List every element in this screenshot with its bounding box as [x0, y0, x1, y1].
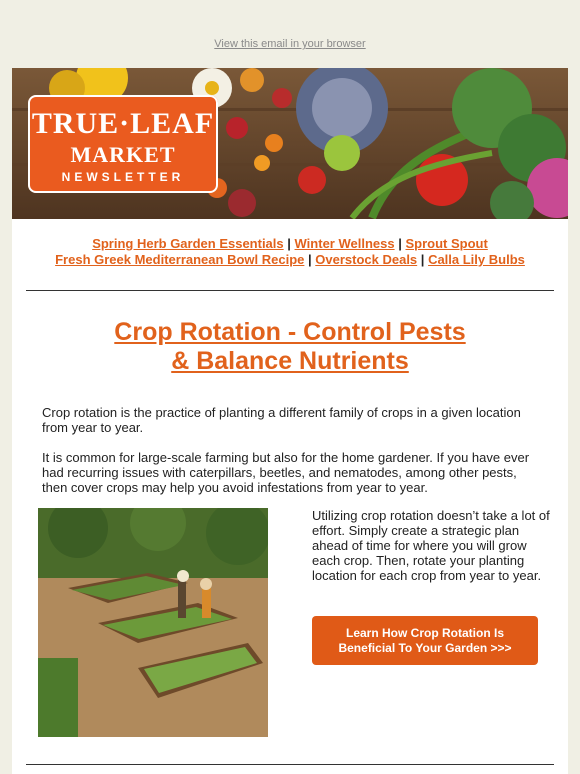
- learn-crop-rotation-button[interactable]: [312, 616, 538, 665]
- nav-separator: |: [308, 252, 312, 267]
- garden-photo: [38, 508, 268, 737]
- divider: [26, 290, 554, 291]
- cta-label: Learn How Crop Rotation Is Beneficial To Your Garden >>>: [338, 625, 512, 655]
- preheader: [0, 0, 580, 68]
- nav-link-winter-wellness[interactable]: Winter Wellness: [294, 236, 395, 251]
- garden-beds-image: [38, 508, 268, 737]
- nav-link-sprout-spout[interactable]: Sprout Spout: [405, 236, 488, 251]
- logo-brand-line2: MARKET: [70, 142, 176, 167]
- true-leaf-market-logo[interactable]: [28, 95, 218, 193]
- article-title: [12, 318, 568, 376]
- nav-link-greek-bowl[interactable]: Fresh Greek Mediterranean Bowl Recipe: [55, 252, 305, 267]
- article-side-text: Utilizing crop rotation doesn’t take a lot of effort. Simply create a strategic plan ahead of time for where you will grow each crop. Then, rotate your planting location for each crop from year to year.: [312, 508, 550, 583]
- nav-link-calla-lily[interactable]: Calla Lily Bulbs: [428, 252, 525, 267]
- view-in-browser-link[interactable]: View this email in your browser: [214, 38, 366, 50]
- nav-separator: |: [420, 252, 425, 267]
- article-title-line2[interactable]: & Balance Nutrients: [171, 347, 409, 375]
- divider-bottom: [26, 764, 554, 765]
- nav-separator: |: [398, 236, 402, 251]
- nav-links: [12, 236, 568, 268]
- logo-brand-line1: TRUE·LEAF: [31, 107, 215, 140]
- article-paragraph-2: It is common for large-scale farming but also for the home gardener. If you have ever had recurring issues with caterpillars, beetles, and nematodes, among other pests, then cover crops may help you avoid infestations from year to year.: [42, 450, 530, 495]
- logo-newsletter-label: NEWSLETTER: [61, 170, 185, 184]
- article-title-line1[interactable]: Crop Rotation - Control Pests: [114, 318, 466, 346]
- article-paragraph-1: Crop rotation is the practice of planting a different family of crops in a given location from year to year.: [42, 405, 521, 435]
- email-card: [12, 68, 568, 774]
- nav-link-spring-herb[interactable]: Spring Herb Garden Essentials: [92, 236, 284, 251]
- nav-separator: |: [287, 236, 291, 251]
- nav-link-overstock[interactable]: Overstock Deals: [315, 252, 418, 267]
- hero-banner: [12, 68, 568, 219]
